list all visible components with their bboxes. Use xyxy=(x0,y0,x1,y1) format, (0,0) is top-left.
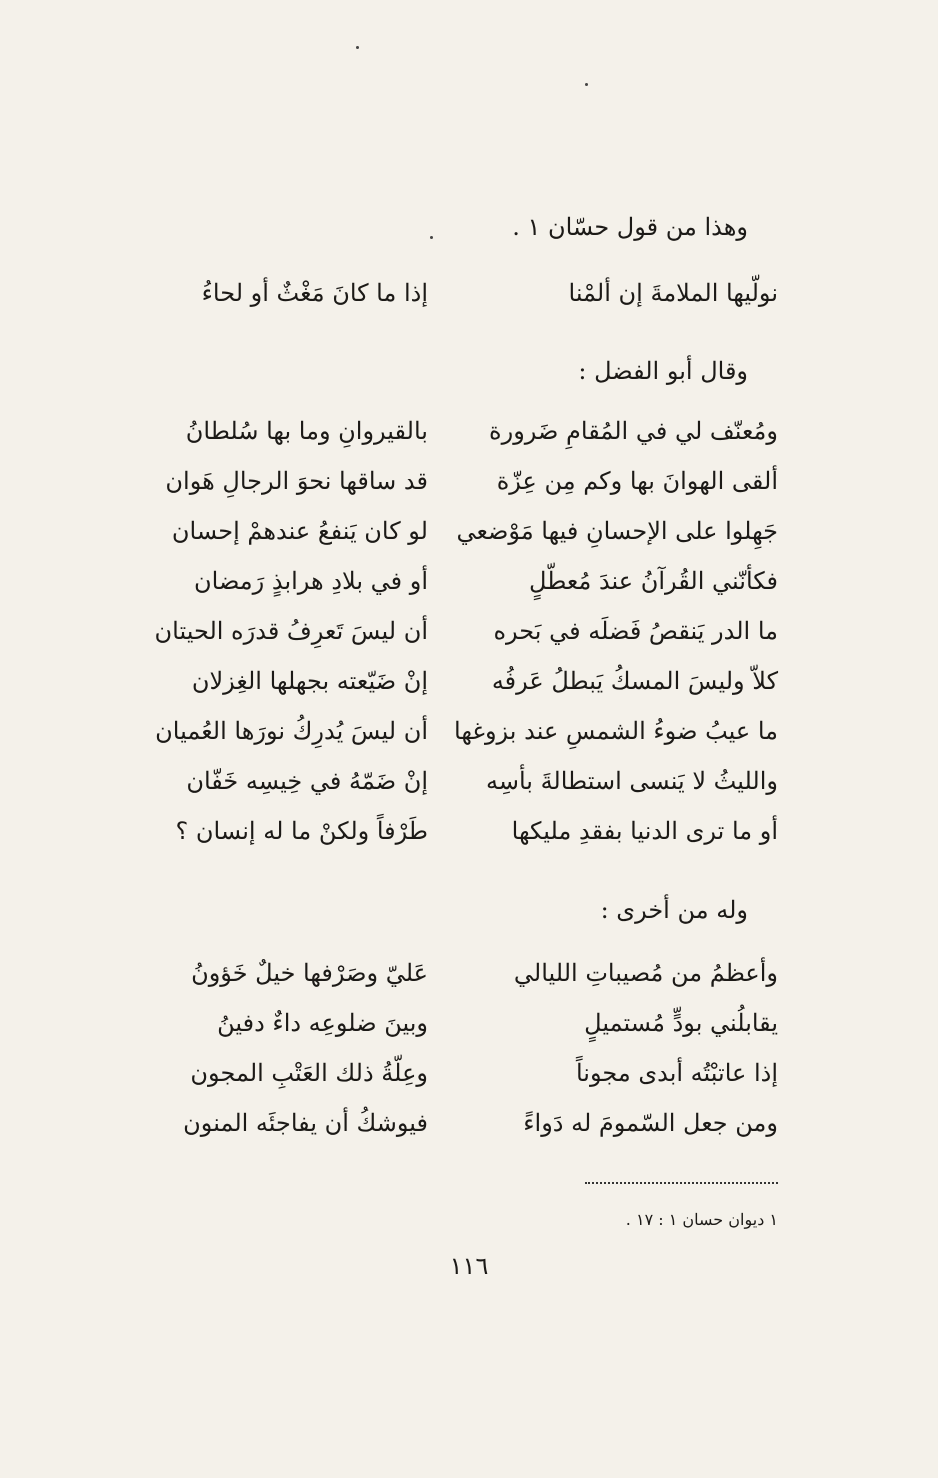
ink-speck xyxy=(430,236,433,239)
poem1-line-2-left: قد ساقها نحوَ الرجالِ هَوان xyxy=(165,467,428,495)
poem1-line-6-right: كلاّ وليسَ المسكُ يَبطلُ عَرفُه xyxy=(491,667,778,695)
poem1-line-5-left: أن ليسَ تَعرِفُ قدرَه الحيتان xyxy=(154,617,428,645)
verse-hemistich-left: إذا ما كانَ مَغْثٌ أو لحاءُ xyxy=(201,279,428,307)
poem2-line-2-right: يقابلُني بودٍّ مُستميلٍ xyxy=(584,1009,778,1037)
poem1-line-8-left: إنْ ضَمّهُ في خِيسِه خَفّان xyxy=(186,767,428,795)
poem2-line-1-right: وأعظمُ من مُصيباتِ الليالي xyxy=(513,959,778,987)
poem1-line-7-right: ما عيبُ ضوءُ الشمسِ عند بزوغها xyxy=(454,717,778,745)
poem1-line-8-right: والليثُ لا يَنسى استطالةَ بأسِه xyxy=(485,767,778,795)
poem1-line-1-right: ومُعنّف لي في المُقامِ ضَرورة xyxy=(489,417,778,445)
poem1-line-3-left: لو كان يَنفعُ عندهمْ إحسان xyxy=(171,517,428,545)
poem2-line-2-left: وبينَ ضلوعِه داءٌ دفينُ xyxy=(217,1009,428,1037)
footnote: ١ ديوان حسان ١ : ١٧ . xyxy=(625,1210,778,1229)
page-number: ١١٦ xyxy=(449,1252,489,1280)
poem2-line-4-left: فيوشكُ أن يفاجئَه المنون xyxy=(183,1109,428,1137)
intro-line-3: وله من أخرى : xyxy=(600,896,748,924)
poem1-line-3-right: جَهِلوا على الإحسانِ فيها مَوْضعي xyxy=(456,517,778,545)
verse-hemistich-right: نولّيها الملامةَ إن ألمْنا xyxy=(568,279,778,307)
poem2-line-4-right: ومن جعل السّمومَ له دَواءً xyxy=(523,1109,778,1137)
ink-speck xyxy=(356,46,359,49)
footnote-divider xyxy=(585,1182,778,1184)
poem1-line-4-left: أو في بلادِ هرابذٍ رَمضان xyxy=(194,567,428,595)
poem2-line-1-left: عَليّ وصَرْفها خيلٌ خَؤونُ xyxy=(191,959,428,987)
poem1-line-2-right: ألقى الهوانَ بها وكم مِن عِزّة xyxy=(496,467,778,495)
poem1-line-7-left: أن ليسَ يُدرِكُ نورَها العُميان xyxy=(155,717,428,745)
intro-line-1: وهذا من قول حسّان ١ . xyxy=(512,213,748,241)
poem2-line-3-left: وعِلّةُ ذلك العَتْبِ المجون xyxy=(190,1059,428,1087)
poem1-line-9-left: طَرْفاً ولكنْ ما له إنسان ؟ xyxy=(175,817,428,845)
ink-speck xyxy=(585,83,588,86)
poem1-line-1-left: بالقيروانِ وما بها سُلطانُ xyxy=(185,417,428,445)
intro-line-2: وقال أبو الفضل : xyxy=(578,357,748,385)
poem2-line-3-right: إذا عاتبْتُه أبدى مجوناً xyxy=(575,1059,778,1087)
poem1-line-4-right: فكأنّني القُرآنُ عندَ مُعطّلٍ xyxy=(529,567,778,595)
poem1-line-6-left: إنْ ضَيّعته بجهلها الغِزلان xyxy=(191,667,428,695)
poem1-line-5-right: ما الدر يَنقصُ فَضلَه في بَحره xyxy=(493,617,778,645)
poem1-line-9-right: أو ما ترى الدنيا بفقدِ مليكها xyxy=(511,817,778,845)
